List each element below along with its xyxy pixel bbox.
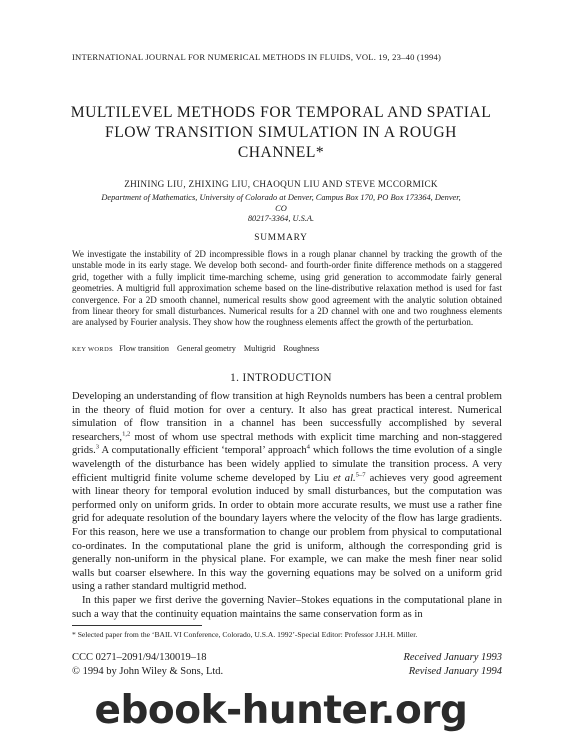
title-line-3: CHANNEL* xyxy=(237,144,325,161)
reference-marker: 4 xyxy=(306,443,310,451)
et-al: et al. xyxy=(333,472,356,484)
text-run: A computationally efficient ‘temporal’ approach xyxy=(99,445,307,457)
running-head: INTERNATIONAL JOURNAL FOR NUMERICAL METHODS IN FLUIDS, VOL. 19, 23–40 (1994) xyxy=(72,52,442,62)
ccc-code: CCC 0271–2091/94/130019–18 xyxy=(72,652,207,663)
received-date: Received January 1993 xyxy=(403,652,502,663)
footnote: * Selected paper from the ‘BAIL VI Conference, Colorado, U.S.A. 1992’-Special Editor: Professor J.H.H. Miller. xyxy=(72,630,418,639)
affiliation-line-2: 80217-3364, U.S.A. xyxy=(247,214,315,223)
text-run: which follows the time evolution of a single wavelength of the disturbance has been widely applied to simulate the transition process. A very efficient multigrid finite volume scheme developed by Liu xyxy=(72,445,502,484)
affiliation-line-1: Department of Mathematics, University of Colorado at Denver, Campus Box 170, PO Box 173364, Denver, CO xyxy=(101,193,461,213)
affiliation xyxy=(96,193,466,225)
revised-date: Revised January 1994 xyxy=(408,666,502,677)
reference-marker: 3 xyxy=(95,443,100,451)
keywords xyxy=(72,344,502,353)
reference-marker: 1,2 xyxy=(122,430,131,438)
copyright: © 1994 by John Wiley & Sons, Ltd. xyxy=(72,666,224,677)
text-run: most of whom use spectral methods with explicit time marching and non-staggered grids. xyxy=(72,431,502,457)
keyword: Roughness xyxy=(283,344,320,353)
abstract-text: We investigate the instability of 2D incompressible flows in a rough planar channel by tracking the growth of the unstable mode in its early stage. We develop both second- and fourth-order finite difference methods on a staggered grid, together with a fully implicit time-marching scheme, using grid generation to accommodate fairly general geometries. A multigrid full approximation scheme based on the line-distributive relaxation method is used for fast convergence. For a 2D smooth channel, numerical results show good agreement with the analytic solution obtained from linear theory for small disturbances. Numerical results for a 2D channel with one and two roughness elements are analysed by Fourier analysis. They show how the roughness elements affect the growth of the perturbation. xyxy=(72,249,502,328)
title-line-2: FLOW TRANSITION SIMULATION IN A ROUGH xyxy=(105,124,457,141)
keywords-label: KEY WORDS xyxy=(72,346,114,353)
summary-heading: SUMMARY xyxy=(254,233,308,243)
reference-marker: 5–7 xyxy=(355,471,366,479)
watermark-text: ebook-hunter.org xyxy=(94,688,468,733)
text-run: achieves very good agreement with linear theory for temporal evolution induced by small disturbances, but the computation was performed only on uniform grids. In order to obtain more accurate results, we must use a rather fine grid for adequate resolution of the boundary layers where the velocity of the flow has large gradients. For this reason, here we use a transformation to change our problem from physical to computational co-ordinates. In the computational plane the grid is uniform, although the corresponding grid is generally non-uniform in the physical plane. For example, we can make the mesh finer near solid walls but coarser elsewhere. In this way the governing equations may be solved on a uniform grid using a rather standard multigrid method. xyxy=(72,472,502,593)
title-line-1: MULTILEVEL METHODS FOR TEMPORAL AND SPATIAL xyxy=(70,104,492,121)
body-text xyxy=(72,390,502,621)
keyword: Flow transition xyxy=(119,344,169,353)
paper-title xyxy=(40,103,522,163)
text-run: Developing an understanding of flow transition at high Reynolds numbers has been a central problem in the theory of fluid motion for over a century. It also has great practical interest. Numerical simulation of flow transition in a channel has been successfully accomplished by several researchers, xyxy=(72,391,502,443)
authors: ZHINING LIU, ZHIXING LIU, CHAOQUN LIU AND STEVE MCCORMICK xyxy=(124,179,438,189)
keyword: Multigrid xyxy=(243,344,276,353)
paragraph xyxy=(72,390,502,594)
section-heading: 1. INTRODUCTION xyxy=(230,372,332,384)
footnote-rule xyxy=(72,625,202,626)
paragraph: In this paper we first derive the governing Navier–Stokes equations in the computational plane in such a way that the continuity equation maintains the same conservation form as in xyxy=(72,594,502,620)
keyword: General geometry xyxy=(176,344,236,353)
